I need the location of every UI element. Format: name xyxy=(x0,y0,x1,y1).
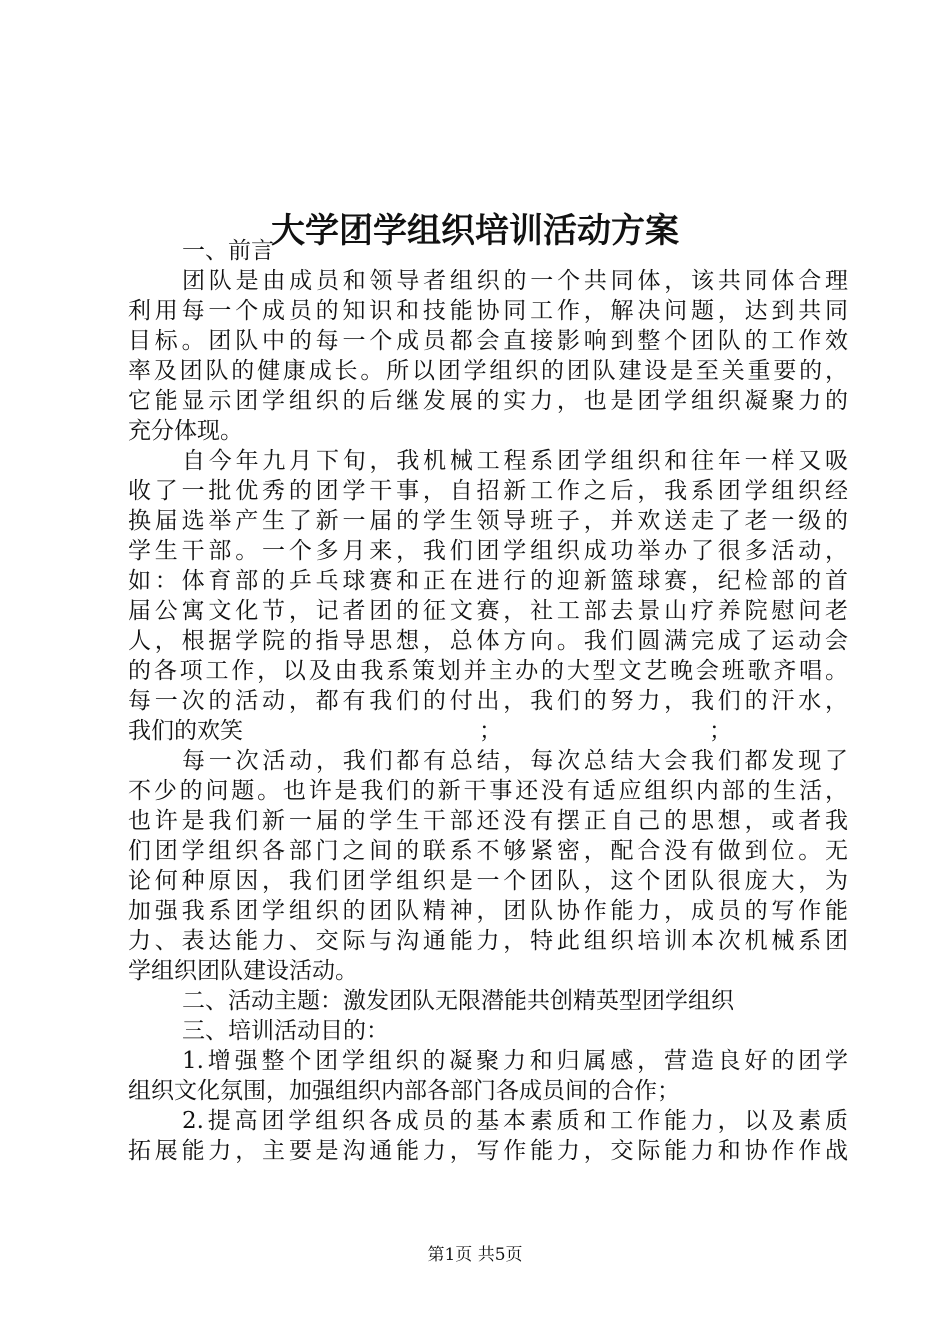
text-line: 们团学组织各部门之间的联系不够紧密，配合没有做到位。无 xyxy=(128,838,848,864)
text-fragment: ； xyxy=(479,718,502,744)
text-line: 每一次活动，我们都有总结，每次总结大会我们都发现了 xyxy=(182,748,848,774)
text-line: 目标。团队中的每一个成员都会直接影响到整个团队的工作效 xyxy=(128,328,848,354)
section-heading-preface: 一、前言 xyxy=(182,238,274,264)
text-line: 每一次的活动，都有我们的付出，我们的努力，我们的汗水， xyxy=(128,688,848,714)
text-line: 收了一批优秀的团学干事，自招新工作之后，我系团学组织经 xyxy=(128,478,848,504)
text-line: 组织文化氛围，加强组织内部各部门各成员间的合作； xyxy=(128,1078,680,1104)
text-line: 率及团队的健康成长。所以团学组织的团队建设是至关重要的， xyxy=(128,358,848,384)
text-fragment: ； xyxy=(709,718,732,744)
text-line: 团队是由成员和领导者组织的一个共同体，该共同体合理 xyxy=(182,268,848,294)
text-line xyxy=(128,716,848,746)
text-line: 换届选举产生了新一届的学生领导班子，并欢送走了老一级的 xyxy=(128,508,848,534)
text-line: 充分体现。 xyxy=(128,418,243,444)
list-item: 1.增强整个团学组织的凝聚力和归属感，营造良好的团学 xyxy=(182,1048,848,1074)
text-line: 力、表达能力、交际与沟通能力，特此组织培训本次机械系团 xyxy=(128,928,848,954)
text-fragment: 我们的欢笑 xyxy=(128,718,243,744)
text-line: 利用每一个成员的知识和技能协同工作，解决问题，达到共同 xyxy=(128,298,848,324)
text-line: 不少的问题。也许是我们的新干事还没有适应组织内部的生活， xyxy=(128,778,848,804)
text-line: 学生干部。一个多月来，我们团学组织成功举办了很多活动， xyxy=(128,538,848,564)
text-line: 的各项工作，以及由我系策划并主办的大型文艺晚会班歌齐唱。 xyxy=(128,658,848,684)
text-line: 人，根据学院的指导思想，总体方向。我们圆满完成了运动会 xyxy=(128,628,848,654)
section-heading-theme: 二、活动主题：激发团队无限潜能共创精英型团学组织 xyxy=(182,988,734,1014)
text-line: 加强我系团学组织的团队精神，团队协作能力，成员的写作能 xyxy=(128,898,848,924)
page-number: 第1页 共5页 xyxy=(427,1245,523,1265)
text-line: 也许是我们新一届的学生干部还没有摆正自己的思想，或者我 xyxy=(128,808,848,834)
list-item: 2.提高团学组织各成员的基本素质和工作能力，以及素质 xyxy=(182,1108,848,1134)
text-line: 拓展能力，主要是沟通能力，写作能力，交际能力和协作作战 xyxy=(128,1138,848,1164)
page-title: 大学团学组织培训活动方案 xyxy=(271,210,679,251)
text-line: 自今年九月下旬，我机械工程系团学组织和往年一样又吸 xyxy=(182,448,848,474)
text-line: 届公寓文化节，记者团的征文赛，社工部去景山疗养院慰问老 xyxy=(128,598,848,624)
section-heading-objectives: 三、培训活动目的： xyxy=(182,1018,389,1044)
text-line: 学组织团队建设活动。 xyxy=(128,958,358,984)
text-line: 如：体育部的乒乓球赛和正在进行的迎新篮球赛，纪检部的首 xyxy=(128,568,848,594)
document-body xyxy=(128,236,848,1166)
text-line: 它能显示团学组织的后继发展的实力，也是团学组织凝聚力的 xyxy=(128,388,848,414)
text-line: 论何种原因，我们团学组织是一个团队，这个团队很庞大，为 xyxy=(128,868,848,894)
